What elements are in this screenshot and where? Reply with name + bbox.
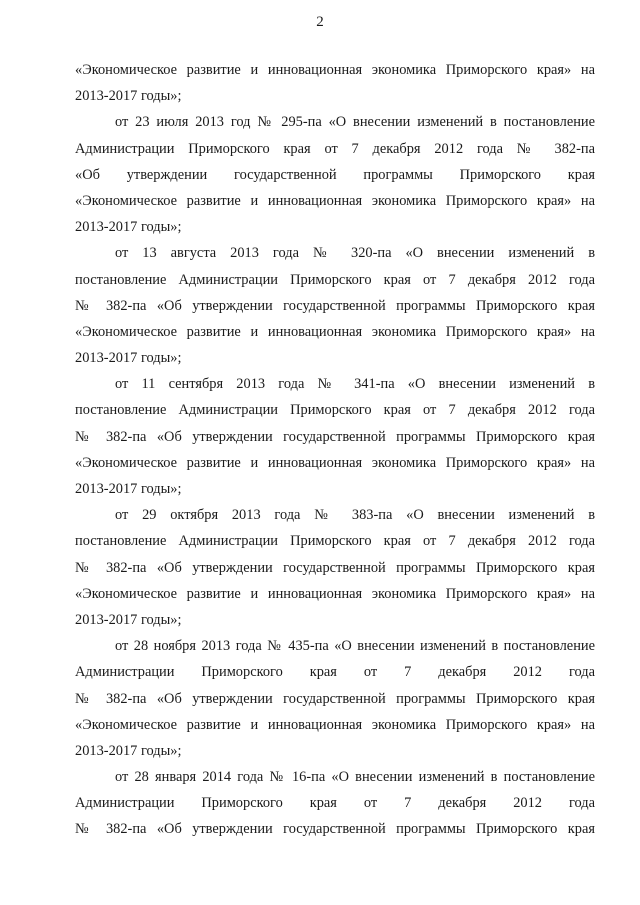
- text-line: Администрации Приморского края от 7 декабря 2012 года: [75, 664, 595, 681]
- page-number: 2: [316, 14, 324, 30]
- text-line: «Экономическое развитие и инновационная экономика Приморского края» на: [75, 454, 595, 471]
- text-line: постановление Администрации Приморского края от 7 декабря 2012 года: [75, 533, 595, 550]
- text-line: № 382-па «Об утверждении государственной программы Приморского края: [75, 428, 595, 445]
- text-line: № 382-па «Об утверждении государственной программы Приморского края: [75, 559, 595, 576]
- text-line: № 382-па «Об утверждении государственной программы Приморского края: [75, 297, 595, 314]
- text-line: постановление Администрации Приморского края от 7 декабря 2012 года: [75, 402, 595, 419]
- text-line: «Экономическое развитие и инновационная экономика Приморского края» на: [75, 62, 595, 78]
- text-line: 2013-2017 годы»;: [75, 88, 182, 105]
- text-line: Администрации Приморского края от 7 декабря 2012 года № 382-па: [75, 140, 595, 157]
- paragraph-first-line: от 23 июля 2013 год № 295-па «О внесении изменений в постановление: [115, 114, 595, 131]
- paragraph-first-line: от 29 октября 2013 года № 383-па «О внесении изменений в: [115, 507, 595, 524]
- text-line: 2013-2017 годы»;: [75, 350, 182, 367]
- text-line: 2013-2017 годы»;: [75, 742, 182, 759]
- text-line: «Экономическое развитие и инновационная экономика Приморского края» на: [75, 585, 595, 602]
- text-line: 2013-2017 годы»;: [75, 481, 182, 497]
- document-body: [75, 57, 595, 843]
- paragraph-first-line: от 28 ноября 2013 года № 435-па «О внесении изменений в постановление: [115, 638, 595, 655]
- text-line: Администрации Приморского края от 7 декабря 2012 года: [75, 795, 595, 812]
- text-line: «Экономическое развитие и инновационная экономика Приморского края» на: [75, 716, 595, 733]
- text-line: № 382-па «Об утверждении государственной программы Приморского края: [75, 821, 595, 838]
- text-line: «Экономическое развитие и инновационная экономика Приморского края» на: [75, 323, 595, 340]
- paragraph-first-line: от 11 сентября 2013 года № 341-па «О внесении изменений в: [115, 376, 595, 393]
- text-line: «Об утверждении государственной программы Приморского края: [75, 166, 595, 183]
- text-line: «Экономическое развитие и инновационная экономика Приморского края» на: [75, 192, 595, 209]
- text-line: постановление Администрации Приморского края от 7 декабря 2012 года: [75, 271, 595, 288]
- text-line: 2013-2017 годы»;: [75, 219, 182, 236]
- text-line: 2013-2017 годы»;: [75, 611, 182, 628]
- text-line: № 382-па «Об утверждении государственной программы Приморского края: [75, 690, 595, 707]
- paragraph-first-line: от 28 января 2014 года № 16-па «О внесении изменений в постановление: [115, 769, 595, 786]
- paragraph-first-line: от 13 августа 2013 года № 320-па «О внесении изменений в: [115, 245, 595, 262]
